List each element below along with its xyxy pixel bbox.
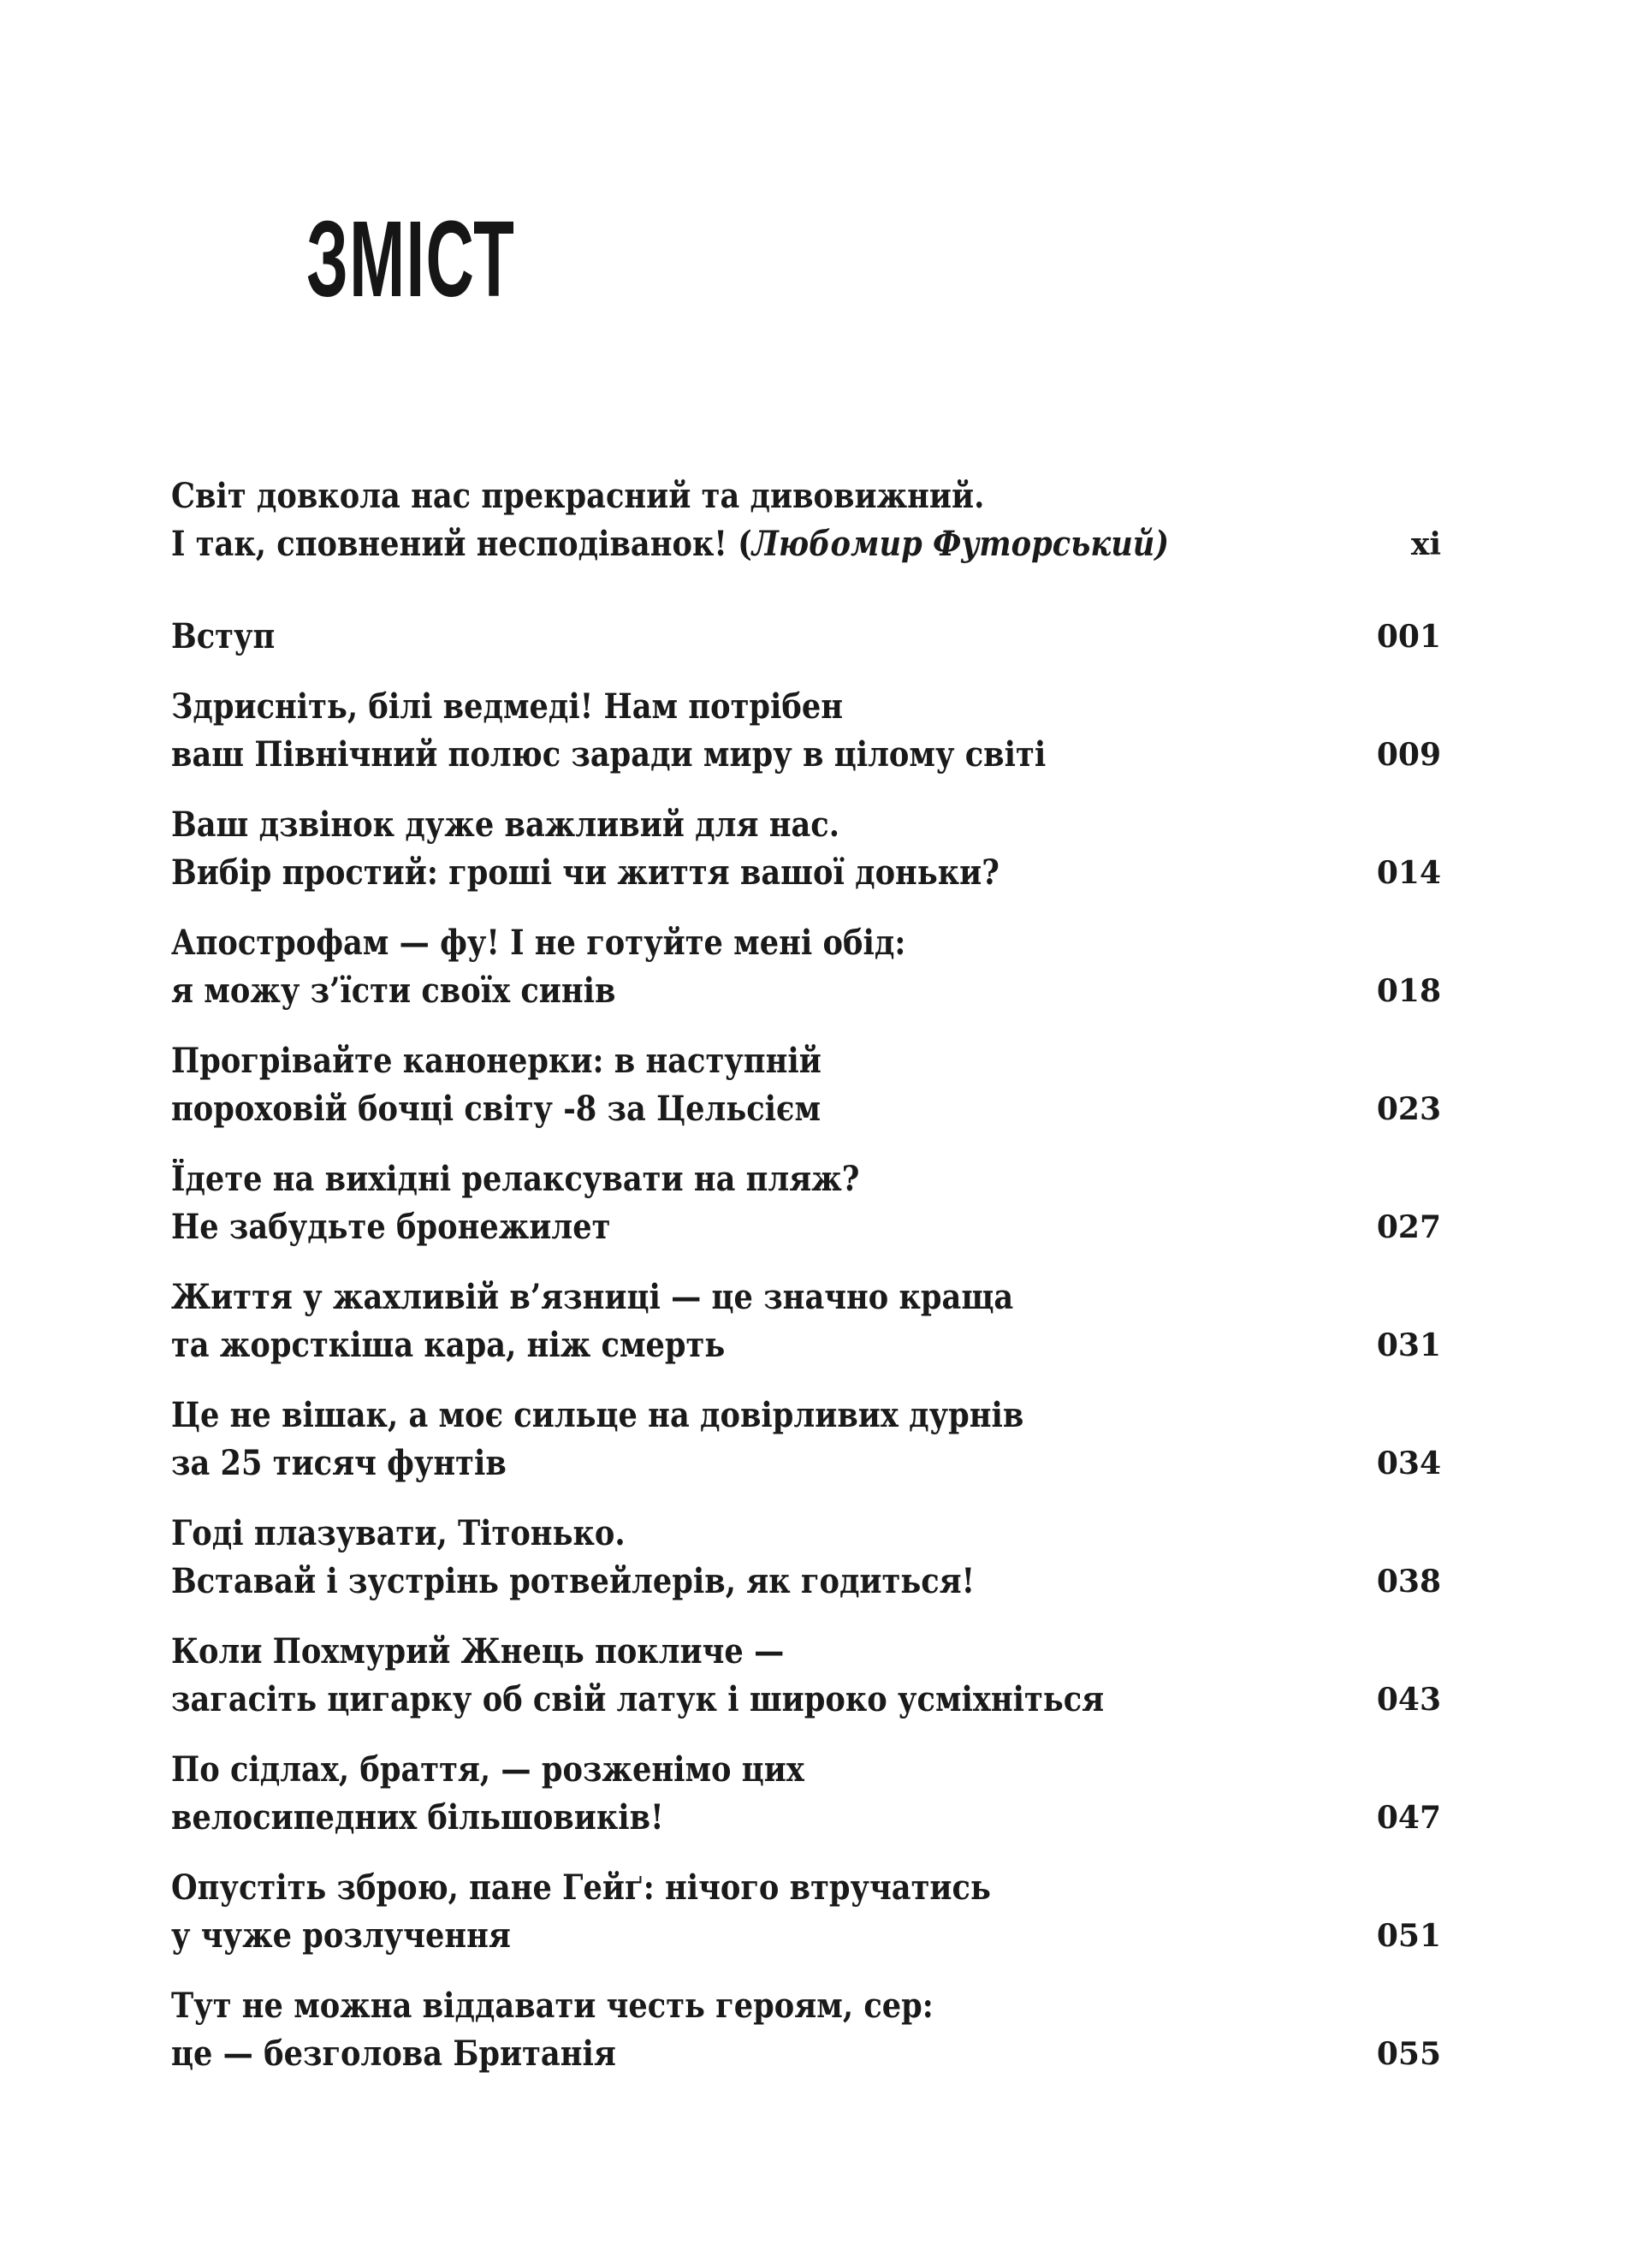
toc-entry-title [171, 801, 1112, 897]
toc-entry-line: пороховій бочці світу -8 за Цельсієм [171, 1089, 822, 1129]
toc-entry[interactable] [171, 1037, 1441, 1133]
toc-entry-page-number: 031 [1376, 1327, 1441, 1363]
toc-entry-line: Вибір простий: гроші чи життя вашої доньки? [171, 852, 999, 893]
toc-entry-line: Їдете на вихідні релаксувати на пляж? [171, 1159, 860, 1199]
toc-entry-line: та жорсткіша кара, ніж смерть [171, 1325, 726, 1365]
toc-entry-line: велосипедних більшовиків! [171, 1797, 664, 1838]
toc-entry[interactable] [171, 1628, 1441, 1724]
toc-entry-line: Ваш дзвінок дуже важливий для нас. [171, 804, 839, 845]
toc-entry-line: Вступ [171, 616, 276, 656]
toc-entry-title [171, 919, 1005, 1015]
toc-entry-title [171, 1392, 1140, 1487]
toc-entry-line: По сідлах, браття, — розженімо цих [171, 1749, 804, 1790]
toc-entry-page-number: 038 [1376, 1564, 1441, 1600]
toc-entry-line: ваш Північний полюс заради миру в цілому світі [171, 734, 1047, 775]
toc-entry[interactable] [171, 919, 1441, 1015]
toc-entry-title [171, 1037, 910, 1133]
toc-entry-title [171, 472, 1305, 568]
toc-entry-title [171, 683, 1166, 779]
toc-entry-author: Любомир Футорський) [751, 524, 1170, 564]
toc-entry-page-number: 027 [1376, 1209, 1441, 1245]
toc-entry-line: за 25 тисяч фунтів [171, 1443, 507, 1483]
toc-entry-line: загасіть цигарку об свій латук і широко усміхніться [171, 1679, 1105, 1719]
toc-entry[interactable] [171, 1274, 1441, 1369]
toc-entry-page-number: 043 [1376, 1682, 1441, 1718]
toc-entry-page-number: 034 [1376, 1446, 1441, 1481]
toc-entry[interactable] [171, 1155, 1441, 1251]
toc-entry-title [171, 1982, 1037, 2078]
toc-entry-line: Це не вішак, а моє сильце на довірливих дурнів [171, 1395, 1024, 1435]
toc-entry-title [171, 1864, 1102, 1960]
toc-entry-line: у чуже розлучення [171, 1915, 511, 1956]
toc-entry[interactable] [171, 683, 1441, 779]
toc-entry-page-number: 001 [1376, 619, 1441, 655]
toc-entry-page-number: 055 [1376, 2036, 1441, 2072]
toc-entry-line: я можу з’їсти своїх синів [171, 971, 616, 1011]
toc-entry-title [171, 1510, 1084, 1606]
toc-entry[interactable] [171, 1510, 1441, 1606]
toc-entry-line: Опустіть зброю, пане Гейґ: нічого втручатись [171, 1867, 991, 1908]
toc-entry[interactable] [171, 1864, 1441, 1960]
toc-entry-line: Життя у жахливій в’язниці — це значно краща [171, 1277, 1014, 1317]
toc-entry-page-number: 009 [1376, 737, 1441, 773]
toc-entry[interactable] [171, 1392, 1441, 1487]
toc-entry-line: Годі плазувати, Тітонько. [171, 1513, 626, 1553]
toc-entry-page-number: 047 [1376, 1800, 1441, 1836]
page-title: ЗМІСТ [306, 199, 516, 319]
toc-entry-line [171, 520, 1169, 568]
toc-entry-title [171, 1274, 1128, 1369]
toc-entry-title [171, 1155, 953, 1251]
toc-entry-line: Вставай і зустрінь ротвейлерів, як годиться! [171, 1561, 976, 1601]
toc-entry-line-text: І так, сповнений несподіванок! ( [171, 524, 752, 564]
toc-entry-line: Коли Похмурий Жнець покличе — [171, 1631, 785, 1671]
toc-entry-title [171, 613, 289, 661]
toc-entry[interactable] [171, 613, 1441, 661]
toc-entry-line: Світ довкола нас прекрасний та дивовижний. [171, 476, 985, 516]
toc-entry-page-number: 018 [1376, 973, 1441, 1009]
toc-entry-line: Прогрівайте канонерки: в наступній [171, 1041, 822, 1081]
toc-entry-page-number: xi [1410, 526, 1441, 562]
toc-entry-line: це — безголова Британія [171, 2033, 616, 2074]
toc-entry-line: Тут не можна віддавати честь героям, сер: [171, 1986, 934, 2026]
toc-entry-title [171, 1746, 891, 1842]
toc-entry-line: Не забудьте бронежилет [171, 1207, 611, 1247]
toc-entry-line: Здрисніть, білі ведмеді! Нам потрібен [171, 686, 844, 727]
toc-entry-page-number: 023 [1376, 1091, 1441, 1127]
toc-entry-line: Апострофам — фу! І не готуйте мені обід: [171, 923, 906, 963]
toc-entry[interactable] [171, 1982, 1441, 2078]
toc-entry[interactable] [171, 801, 1441, 897]
toc-entry-page-number: 014 [1376, 855, 1441, 891]
toc-entry-page-number: 051 [1376, 1918, 1441, 1954]
toc-entry-foreword[interactable] [171, 472, 1441, 568]
table-of-contents [171, 472, 1441, 2100]
toc-entry[interactable] [171, 1746, 1441, 1842]
toc-entry-title [171, 1628, 1231, 1724]
